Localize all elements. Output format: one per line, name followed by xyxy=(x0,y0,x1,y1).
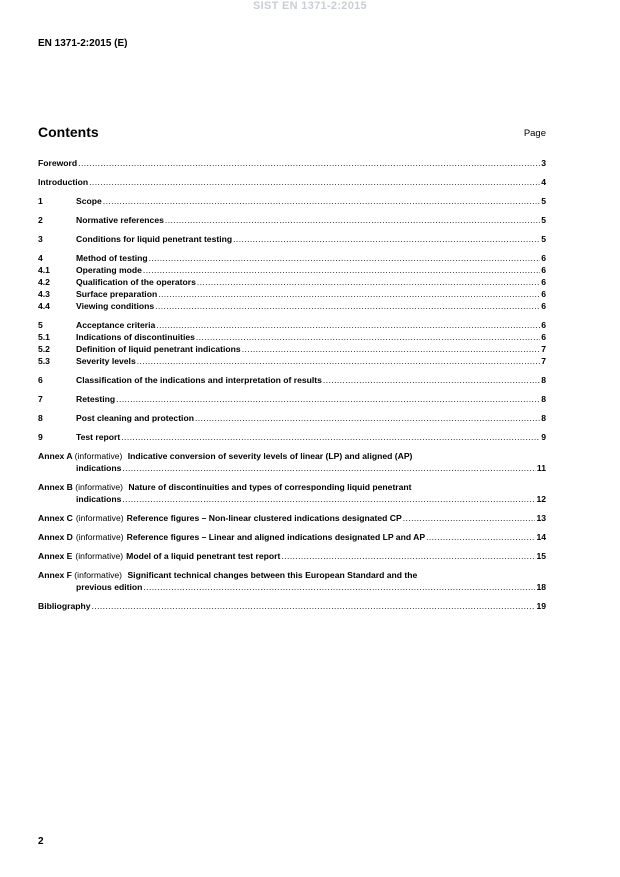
contents-title: Contents xyxy=(38,124,99,140)
toc-entry-title-continuation: previous edition xyxy=(76,582,143,592)
toc-entry[interactable] xyxy=(38,412,546,424)
annex-label: Annex C xyxy=(38,513,73,523)
toc-entry-title: Reference figures – Linear and aligned indications designated LP and AP xyxy=(126,532,426,542)
page-column-label: Page xyxy=(523,128,546,139)
toc-entry-title: Surface preparation xyxy=(76,289,158,299)
watermark: SIST EN 1371-2:2015 xyxy=(253,0,367,12)
toc-entry-bibliography[interactable] xyxy=(38,600,546,612)
annex-type: (informative) xyxy=(75,513,124,523)
toc-entry-number: 2 xyxy=(38,215,43,225)
toc-entry-number: 5.1 xyxy=(38,332,50,342)
toc-entry-page: 6 xyxy=(541,265,546,275)
toc-annex-a-continuation[interactable] xyxy=(38,462,546,474)
toc-entry-foreword[interactable] xyxy=(38,157,546,169)
toc-annex-a[interactable] xyxy=(38,450,546,462)
annex-type: (informative) xyxy=(75,551,124,561)
leader-dots xyxy=(242,343,541,355)
leader-dots xyxy=(122,462,536,474)
toc-entry-title: Reference figures – Non-linear clustered indications designated CP xyxy=(126,513,402,523)
leader-dots xyxy=(143,264,540,276)
toc-entry-title-continuation: indications xyxy=(76,494,122,504)
toc-entry-page: 8 xyxy=(541,413,546,423)
toc-entry-page: 6 xyxy=(541,277,546,287)
toc-entry-title: Severity levels xyxy=(76,356,136,366)
toc-entry-title: Method of testing xyxy=(76,253,148,263)
toc-entry-number: 9 xyxy=(38,432,43,442)
toc-annex-c[interactable] xyxy=(38,512,546,524)
toc-entry-title: Viewing conditions xyxy=(76,301,155,311)
toc-entry-page: 8 xyxy=(541,394,546,404)
annex-label: Annex D xyxy=(38,532,73,542)
toc-entry-page: 13 xyxy=(536,513,546,523)
toc-entry-title: Significant technical changes between this European Standard and the xyxy=(127,570,418,580)
toc-entry[interactable] xyxy=(38,288,546,300)
toc-annex-e[interactable] xyxy=(38,550,546,562)
leader-dots xyxy=(122,493,535,505)
leader-dots xyxy=(426,531,535,543)
toc-entry-number: 4 xyxy=(38,253,43,263)
leader-dots xyxy=(233,233,540,245)
annex-label: Annex F xyxy=(38,570,72,580)
toc-entry[interactable] xyxy=(38,393,546,405)
annex-label: Annex B xyxy=(38,482,73,492)
annex-type: (informative) xyxy=(74,451,123,461)
toc-entry-title: Post cleaning and protection xyxy=(76,413,194,423)
annex-label: Annex A xyxy=(38,451,73,461)
toc-entry-page: 3 xyxy=(541,158,546,168)
leader-dots xyxy=(196,331,540,343)
toc-entry-title-continuation: indications xyxy=(76,463,122,473)
toc-entry-number: 4.3 xyxy=(38,289,50,299)
toc-entry-page: 14 xyxy=(536,532,546,542)
toc-entry-page: 5 xyxy=(541,196,546,206)
document-id: EN 1371-2:2015 (E) xyxy=(38,38,128,49)
toc-annex-b[interactable] xyxy=(38,481,546,493)
toc-annex-f-continuation[interactable] xyxy=(38,581,546,593)
toc-entry-page: 6 xyxy=(541,320,546,330)
toc-entry[interactable] xyxy=(38,252,546,264)
toc-entry[interactable] xyxy=(38,276,546,288)
toc-entry-title: Test report xyxy=(76,432,121,442)
toc-entry-page: 11 xyxy=(536,463,546,473)
toc-entry[interactable] xyxy=(38,374,546,386)
toc-annex-d[interactable] xyxy=(38,531,546,543)
toc-entry-title: Nature of discontinuities and types of corresponding liquid penetrant xyxy=(128,482,412,492)
leader-dots xyxy=(149,252,541,264)
annex-type: (informative) xyxy=(75,532,124,542)
toc-entry-page: 9 xyxy=(541,432,546,442)
toc-entry-number: 7 xyxy=(38,394,43,404)
toc-entry-number: 6 xyxy=(38,375,43,385)
toc-entry-title: Definition of liquid penetrant indications xyxy=(76,344,241,354)
toc-entry[interactable] xyxy=(38,214,546,226)
page-number: 2 xyxy=(38,836,44,847)
toc-entry-page: 7 xyxy=(541,356,546,366)
annex-label: Annex E xyxy=(38,551,73,561)
toc-entry-number: 8 xyxy=(38,413,43,423)
toc-entry-title: Operating mode xyxy=(76,265,142,275)
toc-entry-number: 4.1 xyxy=(38,265,50,275)
toc-entry-page: 6 xyxy=(541,253,546,263)
toc-entry-title: Introduction xyxy=(38,177,89,187)
toc-entry[interactable] xyxy=(38,195,546,207)
toc-entry-number: 5 xyxy=(38,320,43,330)
toc-entry-page: 6 xyxy=(541,289,546,299)
toc-entry-title: Bibliography xyxy=(38,601,91,611)
toc-annex-b-continuation[interactable] xyxy=(38,493,546,505)
toc-entry-page: 19 xyxy=(536,601,546,611)
toc-entry-title: Conditions for liquid penetrant testing xyxy=(76,234,233,244)
toc-entry-page: 7 xyxy=(541,344,546,354)
toc-entry[interactable] xyxy=(38,233,546,245)
toc-entry-number: 5.2 xyxy=(38,344,50,354)
annex-type: (informative) xyxy=(75,482,124,492)
toc-entry-number: 3 xyxy=(38,234,43,244)
toc-entry-page: 5 xyxy=(541,234,546,244)
toc-entry[interactable] xyxy=(38,264,546,276)
toc-entry-title: Classification of the indications and interpretation of results xyxy=(76,375,322,385)
toc-entry[interactable] xyxy=(38,300,546,312)
toc-entry-page: 6 xyxy=(541,301,546,311)
annex-type: (informative) xyxy=(74,570,123,580)
toc-entry-number: 4.4 xyxy=(38,301,50,311)
leader-dots xyxy=(116,393,540,405)
leader-dots xyxy=(121,431,540,443)
toc-entry-number: 4.2 xyxy=(38,277,50,287)
leader-dots xyxy=(137,355,540,367)
toc-entry[interactable] xyxy=(38,319,546,331)
toc-entry[interactable] xyxy=(38,355,546,367)
toc-entry-title: Indicative conversion of severity levels of linear (LP) and aligned (AP) xyxy=(127,451,413,461)
toc-entry[interactable] xyxy=(38,431,546,443)
leader-dots xyxy=(92,600,536,612)
toc-entry-title: Normative references xyxy=(76,215,164,225)
toc-entry-number: 1 xyxy=(38,196,43,206)
toc-entry-page: 15 xyxy=(536,551,546,561)
toc-entry-introduction[interactable] xyxy=(38,176,546,188)
toc-entry-page: 6 xyxy=(541,332,546,342)
toc-annex-f[interactable] xyxy=(38,569,546,581)
toc-entry-title: Indications of discontinuities xyxy=(76,332,195,342)
toc-entry-title: Model of a liquid penetrant test report xyxy=(126,551,281,561)
leader-dots xyxy=(323,374,540,386)
leader-dots xyxy=(143,581,535,593)
leader-dots xyxy=(281,550,535,562)
toc-entry-page: 18 xyxy=(536,582,546,592)
toc-entry-title: Acceptance criteria xyxy=(76,320,156,330)
leader-dots xyxy=(78,157,540,169)
leader-dots xyxy=(155,300,540,312)
toc-entry-title: Foreword xyxy=(38,158,78,168)
leader-dots xyxy=(103,195,540,207)
toc-entry-title: Qualification of the operators xyxy=(76,277,196,287)
leader-dots xyxy=(195,412,540,424)
toc-entry-title: Scope xyxy=(76,196,102,206)
leader-dots xyxy=(89,176,540,188)
toc-entry-number: 5.3 xyxy=(38,356,50,366)
leader-dots xyxy=(165,214,540,226)
toc-entry-page: 4 xyxy=(541,177,546,187)
toc-entry-page: 8 xyxy=(541,375,546,385)
toc-entry-title: Retesting xyxy=(76,394,116,404)
toc-entry[interactable] xyxy=(38,331,546,343)
toc-entry-page: 5 xyxy=(541,215,546,225)
toc-entry[interactable] xyxy=(38,343,546,355)
leader-dots xyxy=(403,512,536,524)
leader-dots xyxy=(158,288,540,300)
toc-entry-page: 12 xyxy=(536,494,546,504)
leader-dots xyxy=(156,319,540,331)
leader-dots xyxy=(197,276,540,288)
